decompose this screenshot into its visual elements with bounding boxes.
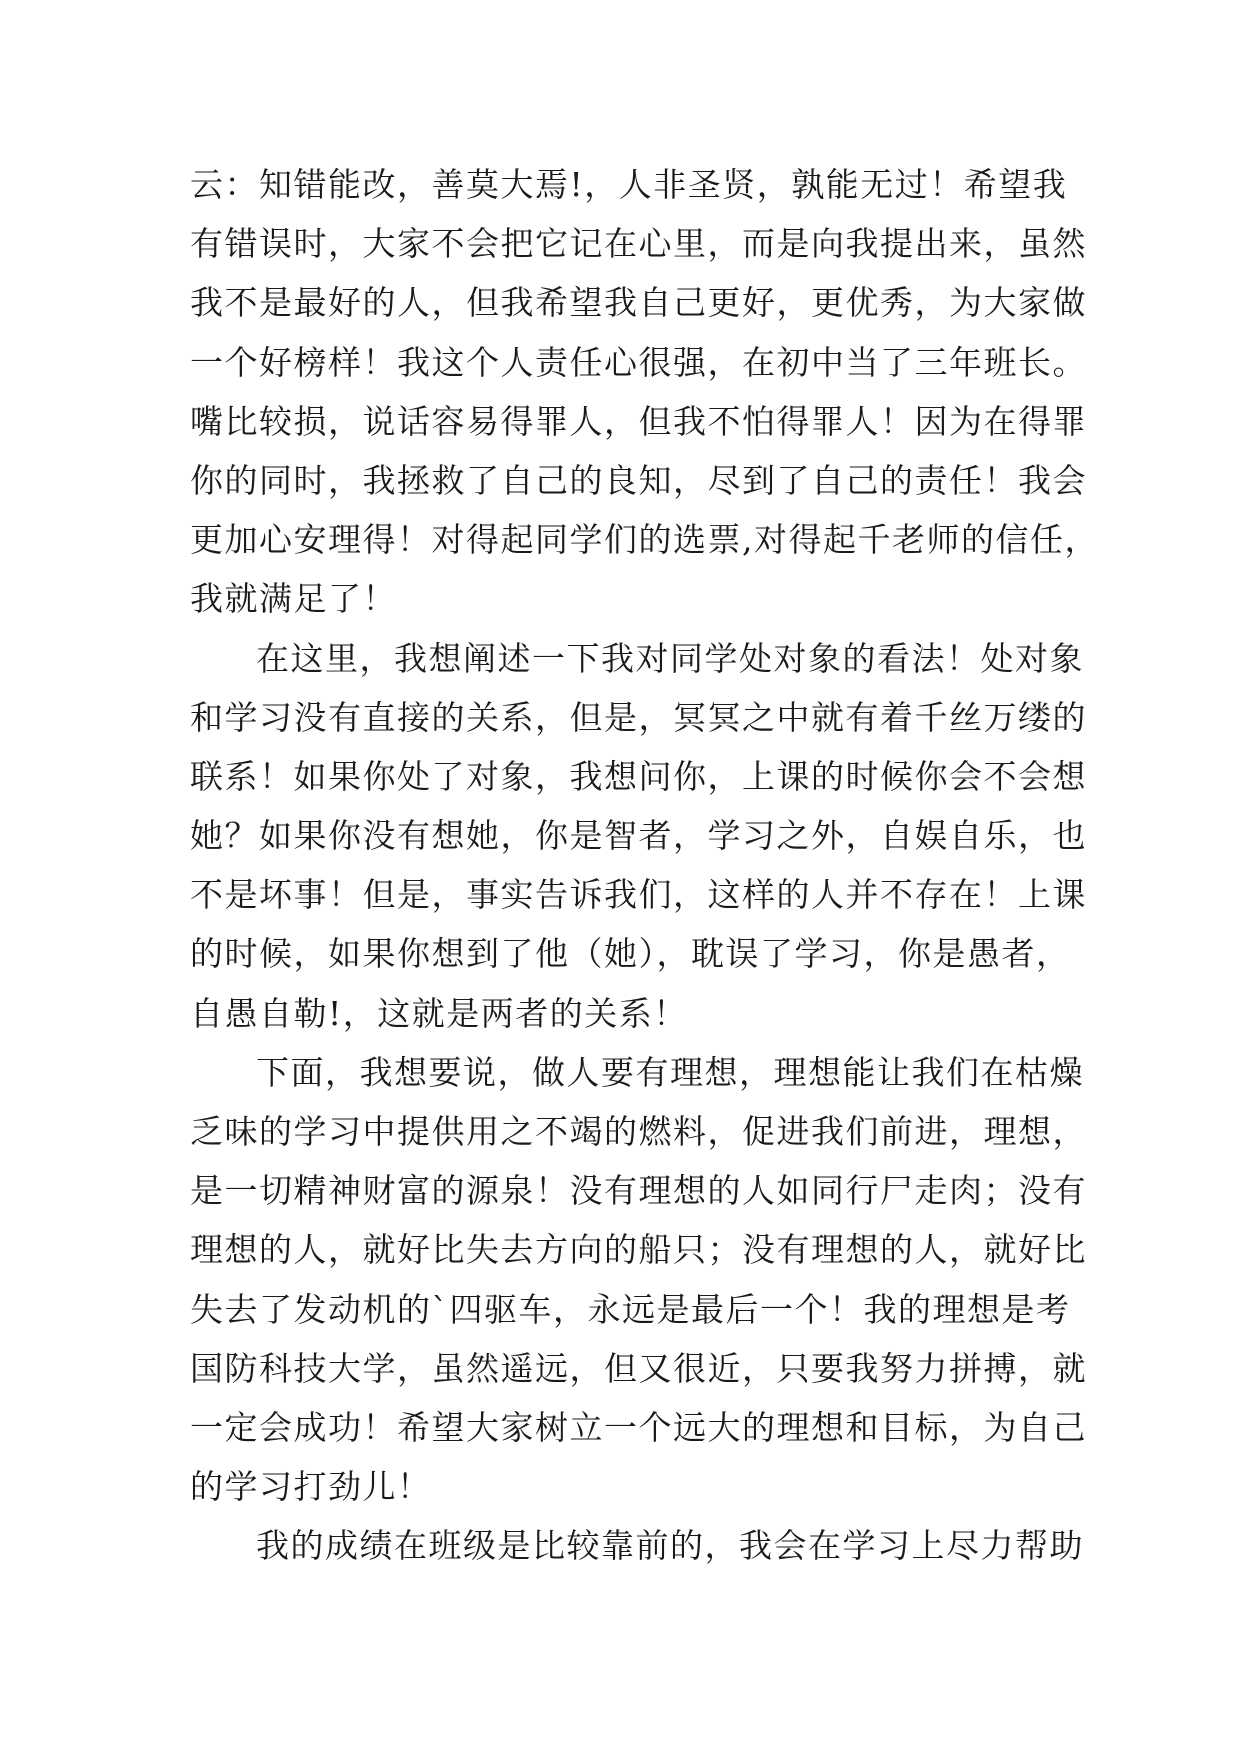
- text-line: 国防科技大学，虽然遥远，但又很近，只要我努力拼搏，就: [190, 1348, 1087, 1388]
- document-body: [190, 155, 1099, 1576]
- text-line: 我就满足了！: [190, 579, 397, 619]
- text-line: 理想的人，就好比失去方向的船只；没有理想的人，就好比: [190, 1230, 1087, 1270]
- text-line: 嘴比较损，说话容易得罪人，但我不怕得罪人！因为在得罪: [190, 401, 1087, 441]
- text-line: 云：知错能改，善莫大焉!，人非圣贤，孰能无过！希望我: [190, 165, 1068, 204]
- text-line: 失去了发动机的`四驱车，永远是最后一个！我的理想是考: [190, 1289, 1071, 1329]
- text-line: 有错误时，大家不会把它记在心里，而是向我提出来，虽然: [190, 224, 1087, 264]
- paragraph-start-line: 下面，我想要说，做人要有理想，理想能让我们在枯燥: [256, 1052, 1084, 1092]
- text-line: 更加心安理得！对得起同学们的选票,对得起千老师的信任，: [190, 520, 1099, 560]
- text-line: 和学习没有直接的关系，但是，冥冥之中就有着千丝万缕的: [190, 697, 1087, 737]
- text-line: 是一切精神财富的源泉！没有理想的人如同行尸走肉；没有: [190, 1171, 1087, 1211]
- text-line: 一个好榜样！我这个人责任心很强，在初中当了三年班长。: [190, 342, 1087, 382]
- text-line: 的学习打劲儿！: [190, 1467, 432, 1507]
- text-line: 一定会成功！希望大家树立一个远大的理想和目标，为自己: [190, 1407, 1087, 1447]
- text-line: 不是坏事！但是，事实告诉我们，这样的人并不存在！上课: [190, 875, 1087, 915]
- text-line: 联系！如果你处了对象，我想问你，上课的时候你会不会想: [190, 756, 1087, 796]
- text-line: 你的同时，我拯救了自己的良知，尽到了自己的责任！我会: [190, 460, 1087, 500]
- text-line: 的时候，如果你想到了他（她），耽误了学习，你是愚者，: [190, 934, 1071, 974]
- paragraph-start-line: 我的成绩在班级是比较靠前的，我会在学习上尽力帮助: [256, 1526, 1084, 1566]
- text-line: 我不是最好的人，但我希望我自己更好，更优秀，为大家做: [190, 283, 1087, 323]
- text-line: 乏味的学习中提供用之不竭的燃料，促进我们前进，理想，: [190, 1112, 1087, 1151]
- text-line: 自愚自勒!，这就是两者的关系！: [190, 993, 688, 1033]
- text-line: 她？如果你没有想她，你是智者，学习之外，自娱自乐，也: [190, 816, 1087, 856]
- paragraph-start-line: 在这里，我想阐述一下我对同学处对象的看法！处对象: [256, 638, 1084, 678]
